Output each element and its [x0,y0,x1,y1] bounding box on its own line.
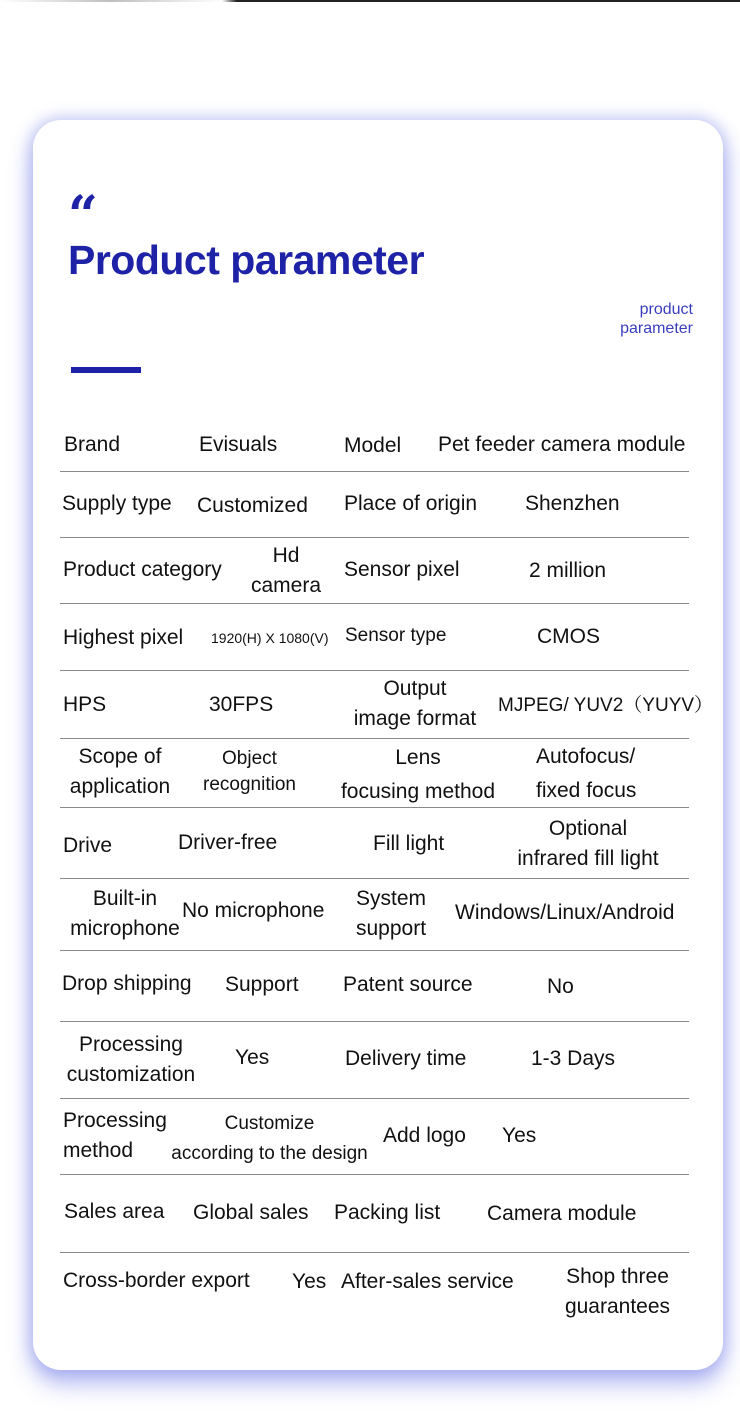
param-key [62,489,172,519]
param-value [529,556,606,586]
param-key [63,555,222,585]
param-value [246,541,326,601]
param-key [64,1197,164,1227]
text-line: Fill light [373,832,445,855]
param-key [328,741,508,809]
param-key [63,1266,250,1296]
text-line: No [547,975,574,998]
param-value [555,1262,680,1322]
param-value [498,691,713,721]
text-line: infrared fill light [517,847,659,870]
text-line: Model [344,434,402,457]
text-line: Shenzhen [525,492,620,515]
text-line: After-sales service [341,1270,514,1293]
param-key [340,674,490,734]
text-line: Lens [395,746,441,769]
subtitle-line: product [639,301,693,318]
param-value [211,623,329,653]
text-line: Scope of [78,745,162,768]
text-line: customization [66,1063,196,1086]
text-line: Yes [292,1270,327,1293]
text-line: Sensor pixel [344,558,460,581]
text-line: HPS [63,693,107,716]
text-line: application [69,775,171,798]
text-line: Processing [63,1109,167,1132]
text-line: MJPEG/ YUV2（YUYV） [498,695,714,716]
param-value [209,690,273,720]
param-row-pixel [60,604,689,671]
param-row-hps [60,671,714,739]
param-value [162,1109,377,1169]
text-line: guarantees [564,1295,671,1318]
text-line: Pet feeder camera module [438,433,686,456]
param-key [344,431,401,461]
text-line: Processing [79,1033,183,1056]
text-line: No microphone [182,899,325,922]
text-line: Drop shipping [62,972,192,995]
text-line: 2 million [529,559,607,582]
text-line: according to the design [171,1143,368,1164]
param-key [383,1121,466,1151]
text-line: CMOS [537,625,600,648]
text-line: Customize [224,1113,315,1134]
text-line: Brand [64,433,121,456]
text-line: Driver-free [178,831,278,854]
param-row-export [60,1253,689,1333]
title-accent-bar [71,367,141,373]
param-value [525,489,620,519]
text-line: 1920(H) X 1080(V) [211,630,329,646]
param-key [334,1198,440,1228]
text-line: camera [250,574,322,597]
param-value [197,491,308,521]
text-line: Drive [63,834,113,857]
param-key [63,623,183,653]
text-line: Global sales [193,1201,309,1224]
text-line: Support [225,973,299,996]
param-key [64,430,120,460]
param-value [537,622,600,652]
text-line: Evisuals [199,433,278,456]
text-line: Highest pixel [63,626,184,649]
param-row-drive [60,808,689,879]
text-line: System [356,887,427,910]
text-line: Optional [548,817,628,840]
param-row-sales-area [60,1175,689,1253]
text-line: 1-3 Days [531,1047,616,1070]
param-row-category [60,538,689,604]
text-line: Cross-border export [63,1269,250,1292]
param-value [182,896,324,926]
text-line: Place of origin [344,492,478,515]
param-row-processing-method [60,1099,689,1175]
text-line: Delivery time [345,1047,467,1070]
param-value [503,814,673,874]
param-value [531,1044,615,1074]
param-value [193,1198,309,1228]
param-value [455,898,674,928]
param-value [502,1121,536,1151]
param-value [199,430,277,460]
top-edge-line [0,0,740,2]
param-key [60,884,190,944]
param-key [63,1106,167,1166]
text-line: Yes [235,1046,270,1069]
text-line: Yes [502,1124,537,1147]
param-key [60,742,180,802]
quote-mark-icon: “ [68,185,94,246]
page-subtitle [620,300,693,338]
text-line: Built-in [92,887,158,910]
param-row-dropshipping [60,951,689,1022]
param-key [356,884,426,944]
text-line: Output [383,677,447,700]
text-line: Product category [63,558,222,581]
param-key [63,690,106,720]
text-line: Object [222,748,277,769]
text-line: support [356,917,427,940]
text-line: Packing list [334,1201,441,1224]
text-line: microphone [70,917,180,940]
param-value [178,828,277,858]
param-value [192,746,307,798]
param-key [63,831,112,861]
param-row-scope [60,739,689,808]
param-key [373,829,444,859]
param-row-microphone [60,879,689,951]
text-line: Sales area [64,1200,165,1223]
param-value [235,1043,269,1073]
text-line: image format [353,707,477,730]
text-line: Sensor type [345,625,447,646]
param-key [56,1030,206,1090]
param-row-brand [60,420,689,472]
text-line: Windows/Linux/Android [455,901,675,924]
param-key [344,489,477,519]
text-line: recognition [203,774,296,795]
text-line: Supply type [62,492,172,515]
text-line: Patent source [343,973,473,996]
subtitle-line: parameter [620,320,693,337]
param-value [438,430,685,460]
param-row-processing-customization [60,1022,689,1099]
param-value [292,1267,326,1297]
text-line: Customized [197,494,308,517]
text-line: 30FPS [209,693,274,716]
text-line: focusing method [340,780,496,803]
param-value [536,740,636,808]
param-key [345,1044,466,1074]
param-value [487,1199,636,1229]
param-value [547,972,574,1002]
text-line: Shop three [566,1265,669,1288]
text-line: fixed focus [536,779,637,802]
param-row-supply [60,472,689,538]
param-value [225,970,299,1000]
text-line: Add logo [383,1124,466,1147]
page-title: Product parameter [68,237,425,283]
param-key [345,621,446,651]
text-line: Hd [272,544,300,567]
text-line: method [63,1139,134,1162]
param-key [343,970,473,1000]
text-line: Autofocus/ [536,745,636,768]
param-key [341,1267,514,1297]
param-key [62,969,192,999]
text-line: Camera module [487,1202,637,1225]
param-key [344,555,460,585]
